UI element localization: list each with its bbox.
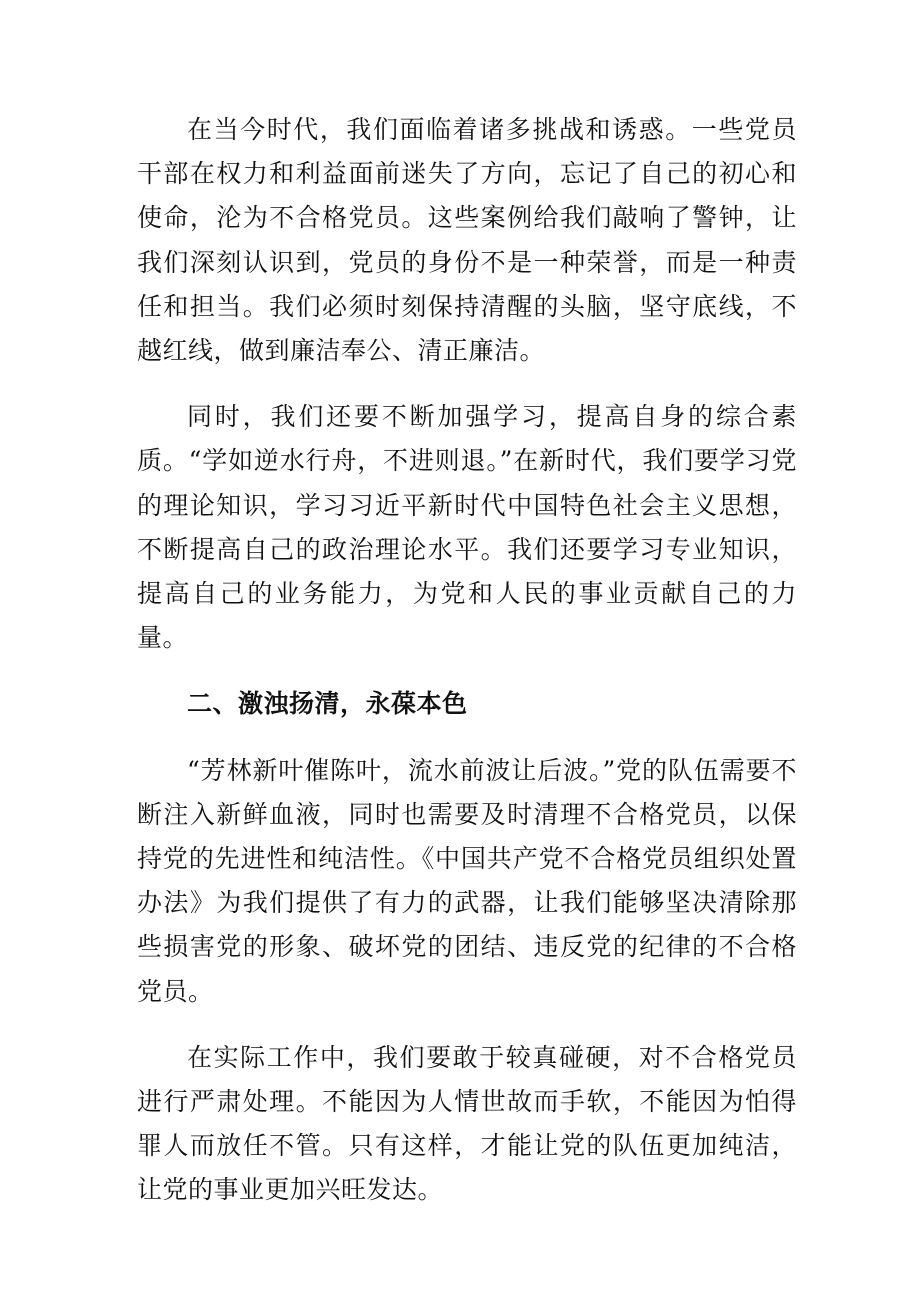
section-heading: 二、激浊扬清，永葆本色 xyxy=(187,689,468,719)
paragraph: 在当今时代，我们面临着诸多挑战和诱惑。一些党员干部在权力和利益面前迷失了方向，忘记了自己的初心和使命，沦为不合格党员。这些案例给我们敲响了警钟，让我们深刻认识到，党员的身份不是一种荣誉，而是一种责任和担当。我们必须时刻保持清醒的头脑，坚守底线，不越红线，做到廉洁奉公、清正廉洁。 xyxy=(137,115,797,366)
paragraph: “芳林新叶催陈叶，流水前波让后波。”党的队伍需要不断注入新鲜血液，同时也需要及时清理不合格党员，以保持党的先进性和纯洁性。《中国共产党不合格党员组织处置办法》为我们提供了有力的武器，让我们能够坚决清除那些损害党的形象、破坏党的团结、违反党的纪律的不合格党员。 xyxy=(137,755,797,1006)
document-body xyxy=(137,108,797,1235)
paragraph: 同时，我们还要不断加强学习，提高自身的综合素质。“学如逆水行舟，不进则退。”在新时代，我们要学习党的理论知识，学习习近平新时代中国特色社会主义思想，不断提高自己的政治理论水平。我们还要学习专业知识，提高自己的业务能力，为党和人民的事业贡献自己的力量。 xyxy=(137,402,797,653)
paragraph: 在实际工作中，我们要敢于较真碰硬，对不合格党员进行严肃处理。不能因为人情世故而手软，不能因为怕得罪人而放任不管。只有这样，才能让党的队伍更加纯洁，让党的事业更加兴旺发达。 xyxy=(137,1042,797,1205)
